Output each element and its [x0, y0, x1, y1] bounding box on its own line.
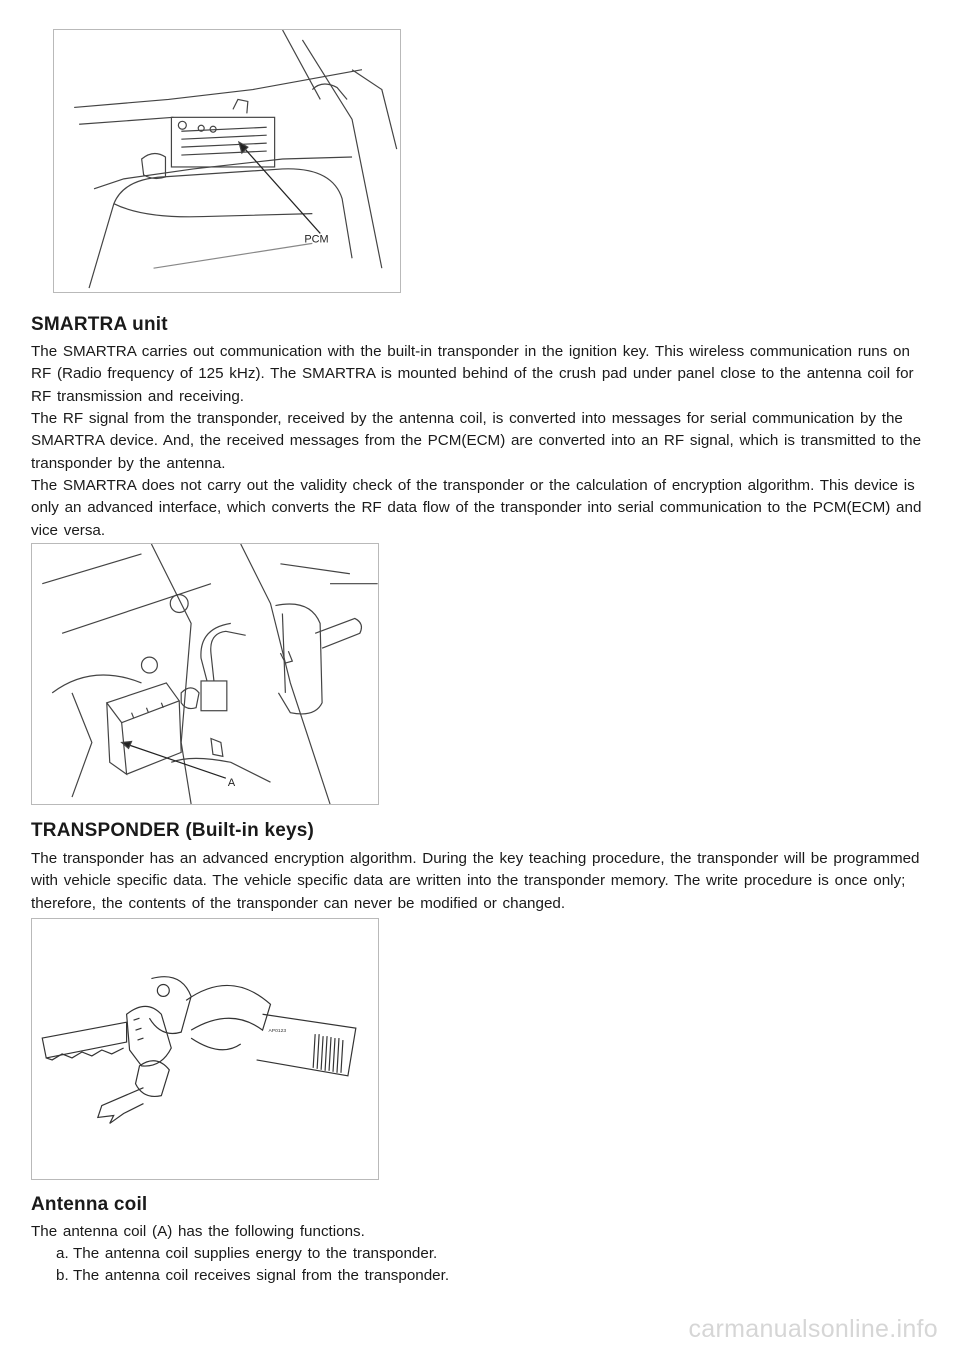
- smartra-callout-label: A: [227, 777, 236, 790]
- smartra-heading: SMARTRA unit: [31, 314, 168, 335]
- smartra-illustration: [31, 543, 379, 805]
- transponder-heading: TRANSPONDER (Built-in keys): [31, 820, 315, 841]
- antenna-heading: Antenna coil: [31, 1194, 148, 1215]
- transponder-paragraph: The transponder has an advanced encryption algorithm. During the key teaching procedure, the transponder will be programmed with vehicle specific data. The vehicle specific data are written into the transponder memory. The write procedure is once only; therefore, the contents of the transponder can never be modified or changed.: [31, 850, 920, 912]
- antenna-function-list: [56, 1243, 449, 1288]
- list-item-marker: a.: [56, 1245, 69, 1262]
- list-item-marker: b.: [56, 1267, 69, 1285]
- site-watermark: carmanualsonline.info: [688, 1315, 938, 1343]
- list-item: [56, 1265, 449, 1287]
- key-tag-text: AP0123: [268, 1029, 287, 1035]
- smartra-paragraph-2: The RF signal from the transponder, received by the antenna coil, is converted into messages for serial communication by the SMARTRA device. And, the received messages from the PCM(ECM) are converted into an RF signal, which is transmitted to the transponder by the antenna.: [31, 410, 922, 472]
- list-item: [56, 1243, 449, 1265]
- smartra-paragraph-1: The SMARTRA carries out communication with the built-in transponder in the ignition key. This wireless communication runs on RF (Radio frequency of 125 kHz). The SMARTRA is mounted behind of the crush pad under panel close to the antenna coil for RF transmission and receiving.: [31, 343, 914, 405]
- antenna-intro: The antenna coil (A) has the following functions.: [31, 1223, 365, 1240]
- list-item-text: The antenna coil receives signal from the transponder.: [73, 1267, 450, 1285]
- pcm-illustration: [53, 29, 401, 293]
- list-item-text: The antenna coil supplies energy to the transponder.: [73, 1245, 438, 1262]
- pcm-callout-label: PCM: [304, 233, 329, 246]
- smartra-paragraph-3: The SMARTRA does not carry out the validity check of the transponder or the calculation of encryption algorithm. This device is only an advanced interface, which converts the RF data flow of the transponder into serial communication to the PCM(ECM) and vice versa.: [31, 477, 922, 539]
- keys-illustration: [31, 918, 379, 1180]
